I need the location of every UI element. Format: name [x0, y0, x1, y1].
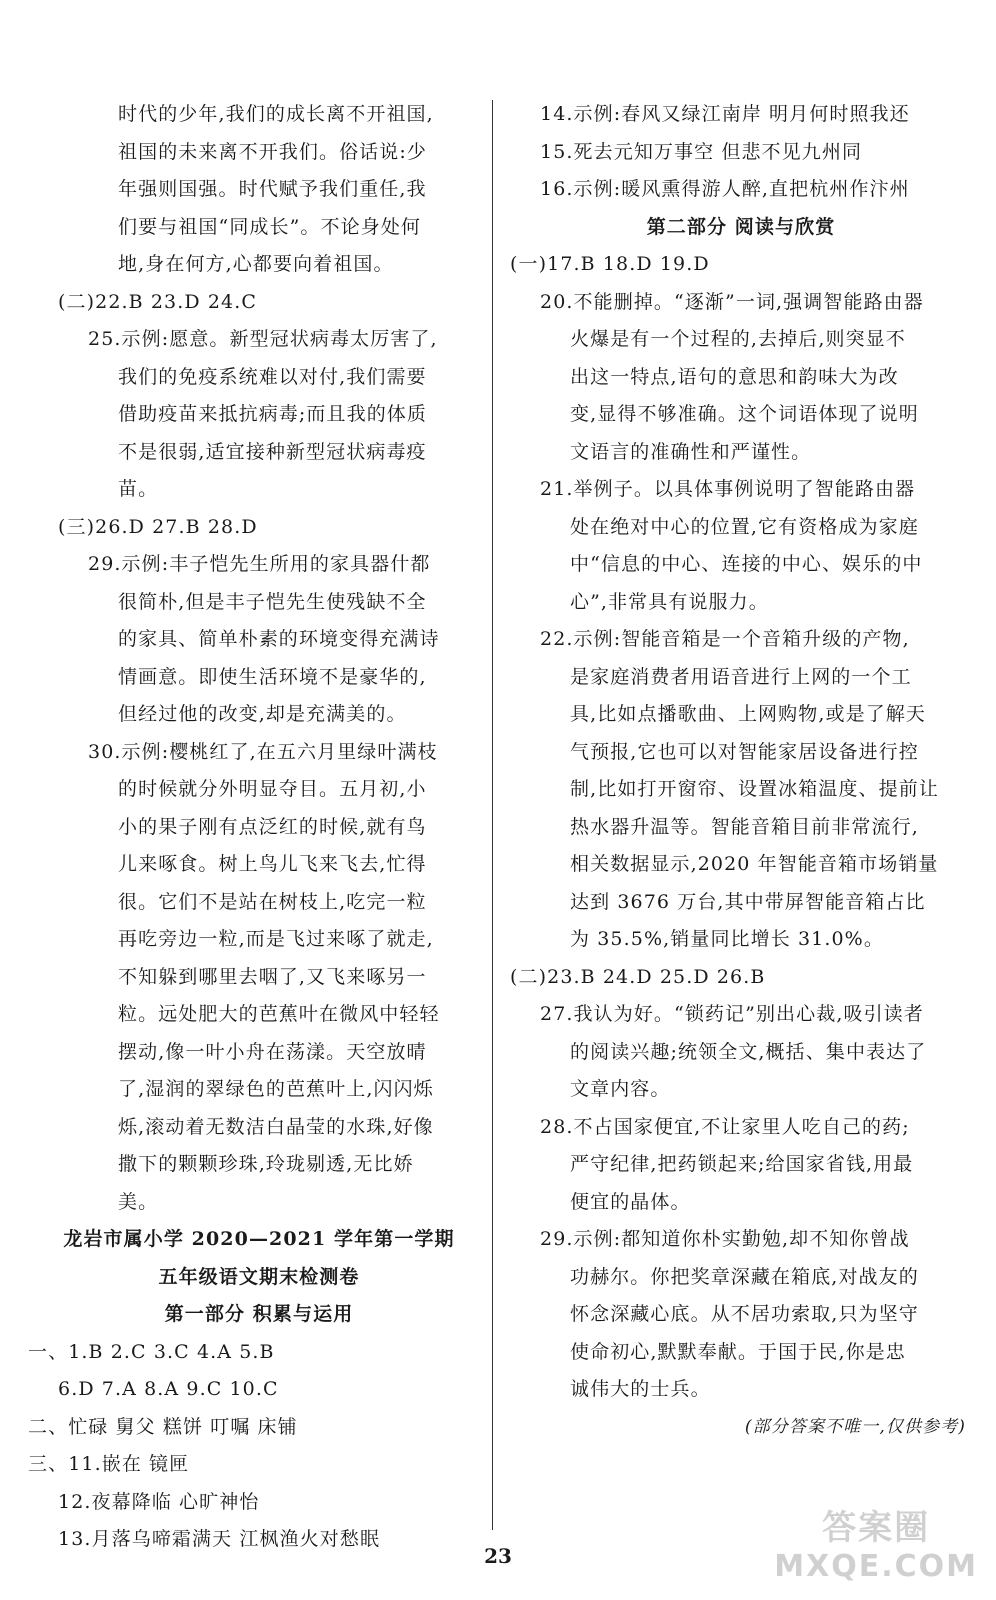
answer-line: 了,湿润的翠绿色的芭蕉叶上,闪闪烁	[118, 1078, 434, 1100]
answer-line: 美。	[118, 1190, 159, 1213]
answer-line: 制,比如打开窗帘、设置冰箱温度、提前让	[570, 778, 939, 800]
answer-line: 撒下的颗颗珍珠,玲珑剔透,无比娇	[118, 1153, 414, 1175]
answer-line: 三、11.嵌在 镜匣	[28, 1453, 190, 1475]
answer-line: 粒。远处肥大的芭蕉叶在微风中轻轻	[118, 1003, 440, 1025]
answer-line: 功赫尔。你把奖章深藏在箱底,对战友的	[570, 1265, 919, 1288]
answer-line: 12.夜幕降临 心旷神怡	[58, 1490, 260, 1513]
answer-line: 心”,非常具有说服力。	[570, 590, 769, 613]
right-column	[510, 96, 972, 1446]
answer-line: 相关数据显示,2020 年智能音箱市场销量	[570, 853, 939, 875]
answer-line: 文语言的准确性和严谨性。	[570, 440, 812, 463]
answer-line: 出这一特点,语句的意思和韵味大为改	[570, 365, 899, 388]
answer-line: 不是很弱,适宜接种新型冠状病毒疫	[118, 440, 427, 463]
answer-line: 火爆是有一个过程的,去掉后,则突显不	[570, 328, 906, 350]
page-number: 23	[484, 1544, 512, 1568]
answer-line: 怀念深藏心底。从不居功索取,只为坚守	[570, 1303, 919, 1325]
watermark-text: 答案圈	[822, 1508, 931, 1548]
answer-line: 很简朴,但是丰子恺先生使残缺不全	[118, 590, 427, 613]
answer-line: 二、忙碌 舅父 糕饼 叮嘱 床铺	[28, 1415, 298, 1438]
answer-line: 22.示例:智能音箱是一个音箱升级的产物,	[540, 628, 910, 650]
answer-line: 14.示例:春风又绿江南岸 明月何时照我还	[540, 103, 910, 125]
answer-line: 年强则国强。时代赋予我们重任,我	[118, 178, 427, 200]
answer-line: 使命初心,默默奉献。于国于民,你是忠	[570, 1340, 906, 1363]
answer-line: 16.示例:暖风熏得游人醉,直把杭州作汴州	[540, 178, 910, 200]
answer-line: 烁,滚动着无数洁白晶莹的水珠,好像	[118, 1115, 434, 1138]
answer-line: 借助疫苗来抵抗病毒;而且我的体质	[118, 403, 428, 425]
answer-line: 为 35.5%,销量同比增长 31.0%。	[570, 928, 884, 950]
answer-line: 严守纪律,把药锁起来;给国家省钱,用最	[570, 1153, 914, 1175]
answer-line: 变,显得不够准确。这个词语体现了说明	[570, 403, 919, 425]
answer-line: 中“信息的中心、连接的中心、娱乐的中	[570, 553, 923, 575]
answer-line: 很。它们不是站在树枝上,吃完一粒	[118, 890, 427, 913]
answer-line: 的时候就分外明显夺目。五月初,小	[118, 778, 427, 800]
section-heading: 第二部分 阅读与欣赏	[646, 215, 836, 238]
answer-line: 27.我认为好。“锁药记”别出心裁,吸引读者	[540, 1003, 924, 1025]
answer-line: (二)22.B 23.D 24.C	[58, 290, 257, 313]
answer-line: 时代的少年,我们的成长离不开祖国,	[118, 103, 434, 125]
answer-line: 摆动,像一叶小舟在荡漾。天空放晴	[118, 1040, 427, 1063]
answer-line: 13.月落乌啼霜满天 江枫渔火对愁眠	[58, 1528, 381, 1550]
answer-line: 小的果子刚有点泛红的时候,就有鸟	[118, 815, 427, 838]
section-heading: 五年级语文期末检测卷	[158, 1265, 360, 1288]
footnote: (部分答案不唯一,仅供参考)	[744, 1416, 966, 1437]
answer-line: 20.不能删掉。“逐渐”一词,强调智能路由器	[540, 290, 924, 313]
answer-line: 但经过他的改变,却是充满美的。	[118, 703, 407, 725]
answer-line: 6.D 7.A 8.A 9.C 10.C	[58, 1378, 279, 1400]
answer-line: 地,身在何方,心都要向着祖国。	[118, 253, 394, 275]
answer-line: 29.示例:都知道你朴实勤勉,却不知你曾战	[540, 1228, 910, 1250]
answer-line: 祖国的未来离不开我们。俗话说:少	[118, 140, 428, 163]
answer-line: 便宜的晶体。	[570, 1190, 691, 1213]
answer-line: 气预报,它也可以对智能家居设备进行控	[570, 740, 919, 763]
answer-line: 一、1.B 2.C 3.C 4.A 5.B	[28, 1340, 275, 1363]
section-heading: 第一部分 积累与运用	[164, 1303, 354, 1325]
answer-line: 文章内容。	[570, 1078, 671, 1100]
answer-line: 21.举例子。以具体事例说明了智能路由器	[540, 478, 916, 500]
answer-line: (一)17.B 18.D 19.D	[510, 253, 710, 275]
answer-line: 25.示例:愿意。新型冠状病毒太厉害了,	[88, 328, 438, 350]
answer-line: 处在绝对中心的位置,它有资格成为家庭	[570, 515, 919, 538]
answer-line: 们要与祖国“同成长”。不论身处何	[118, 215, 422, 238]
answer-line: 15.死去元知万事空 但悲不见九州同	[540, 140, 863, 163]
answer-line: 达到 3676 万台,其中带屏智能音箱占比	[570, 890, 926, 913]
answer-line: 我们的免疫系统难以对付,我们需要	[118, 365, 427, 388]
answer-line: 儿来啄食。树上鸟儿飞来飞去,忙得	[118, 853, 427, 875]
watermark-logo	[774, 1500, 978, 1584]
answer-line: 是家庭消费者用语音进行上网的一个工	[570, 665, 912, 688]
answer-line: 30.示例:樱桃红了,在五六月里绿叶满枝	[88, 740, 438, 763]
answer-line: 具,比如点播歌曲、上网购物,或是了解天	[570, 703, 926, 725]
answer-line: 苗。	[118, 478, 159, 500]
answer-line: 29.示例:丰子恺先生所用的家具器什都	[88, 553, 431, 575]
answer-line: 情画意。即使生活环境不是豪华的,	[118, 665, 427, 688]
answer-line: (三)26.D 27.B 28.D	[58, 515, 258, 538]
answer-line: 诚伟大的士兵。	[570, 1378, 711, 1400]
column-divider	[492, 100, 493, 1530]
answer-line: (二)23.B 24.D 25.D 26.B	[510, 965, 766, 988]
left-column	[28, 96, 490, 1559]
answer-line: 28.不占国家便宜,不让家里人吃自己的药;	[540, 1115, 910, 1138]
answer-line: 的家具、简单朴素的环境变得充满诗	[118, 628, 440, 650]
answer-line: 不知躲到哪里去咽了,又飞来啄另一	[118, 965, 427, 988]
answer-line: 再吃旁边一粒,而是飞过来啄了就走,	[118, 928, 434, 950]
section-heading: 龙岩市属小学 2020—2021 学年第一学期	[63, 1228, 455, 1250]
answer-line: 热水器升温等。智能音箱目前非常流行,	[570, 815, 919, 838]
answer-line: 的阅读兴趣;统领全文,概括、集中表达了	[570, 1040, 927, 1063]
watermark-url: MXQE.COM	[774, 1549, 978, 1584]
